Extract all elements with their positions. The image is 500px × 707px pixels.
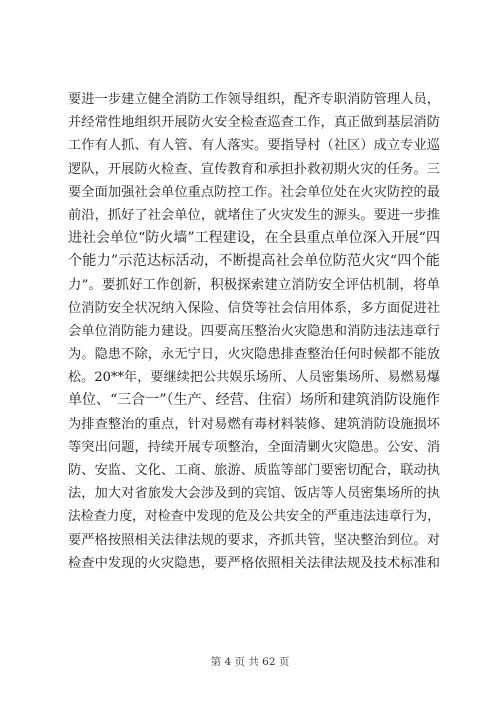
text-line: 单位、“三合一”（生产、经营、住宿）场所和建筑消防设施作 (68, 392, 440, 409)
text-line: 进社会单位“防火墙”工程建设，在全县重点单位深入开展“四 (68, 230, 440, 247)
text-line: 要严格按照相关法律法规的要求，齐抓共管，坚决整治到位。对 (68, 532, 440, 548)
text-line: 会单位消防能力建设。四要高压整治火灾隐患和消防违法违章行 (68, 323, 440, 339)
page-number-footer: 第 4 页 共 62 页 (210, 656, 290, 668)
text-line: 力”。要抓好工作创新，积极探索建立消防安全评估机制，将单 (68, 277, 440, 293)
text-line: 为排查整治的重点，针对易燃有毒材料装修、建筑消防设施损坏 (68, 416, 440, 432)
text-line: 工作有人抓、有人管、有人落实。要指导村（社区）成立专业巡 (68, 138, 440, 154)
text-line: 防、安监、文化、工商、旅游、质监等部门要密切配合，联动执 (68, 463, 440, 478)
text-line: 为。隐患不除，永无宁日，火灾隐患排查整治任何时候都不能放 (68, 347, 440, 363)
text-line: 法，加大对省旅发大会涉及到的宾馆、饭店等人员密集场所的执 (68, 486, 440, 502)
text-line: 法检查力度，对检查中发现的危及公共安全的严重违法违章行为， (68, 509, 440, 525)
text-line: 检查中发现的火灾隐患，要严格依照相关法律法规及技术标准和 (68, 555, 440, 571)
text-line: 要进一步建立健全消防工作领导组织，配齐专职消防管理人员， (68, 92, 440, 107)
text-line: 个能力”示范达标活动，不断提高社会单位防范火灾“四个能 (68, 253, 440, 270)
text-line: 逻队，开展防火检查、宣传教育和承担扑救初期火灾的任务。三 (68, 161, 440, 177)
text-line: 要全面加强社会单位重点防控工作。社会单位处在火灾防控的最 (68, 184, 440, 200)
body-text (68, 88, 440, 575)
text-line: 前沿，抓好了社会单位，就堵住了火灾发生的源头。要进一步推 (68, 207, 440, 223)
text-line: 并经常性地组织开展防火安全检查巡查工作，真正做到基层消防 (68, 115, 440, 131)
text-line: 等突出问题，持续开展专项整治，全面清剿火灾隐患。公安、消 (68, 439, 440, 455)
text-line: 松。20**年，要继续把公共娱乐场所、人员密集场所、易燃易爆 (68, 370, 440, 386)
text-line: 位消防安全状况纳入保险、信贷等社会信用体系，多方面促进社 (68, 300, 440, 316)
